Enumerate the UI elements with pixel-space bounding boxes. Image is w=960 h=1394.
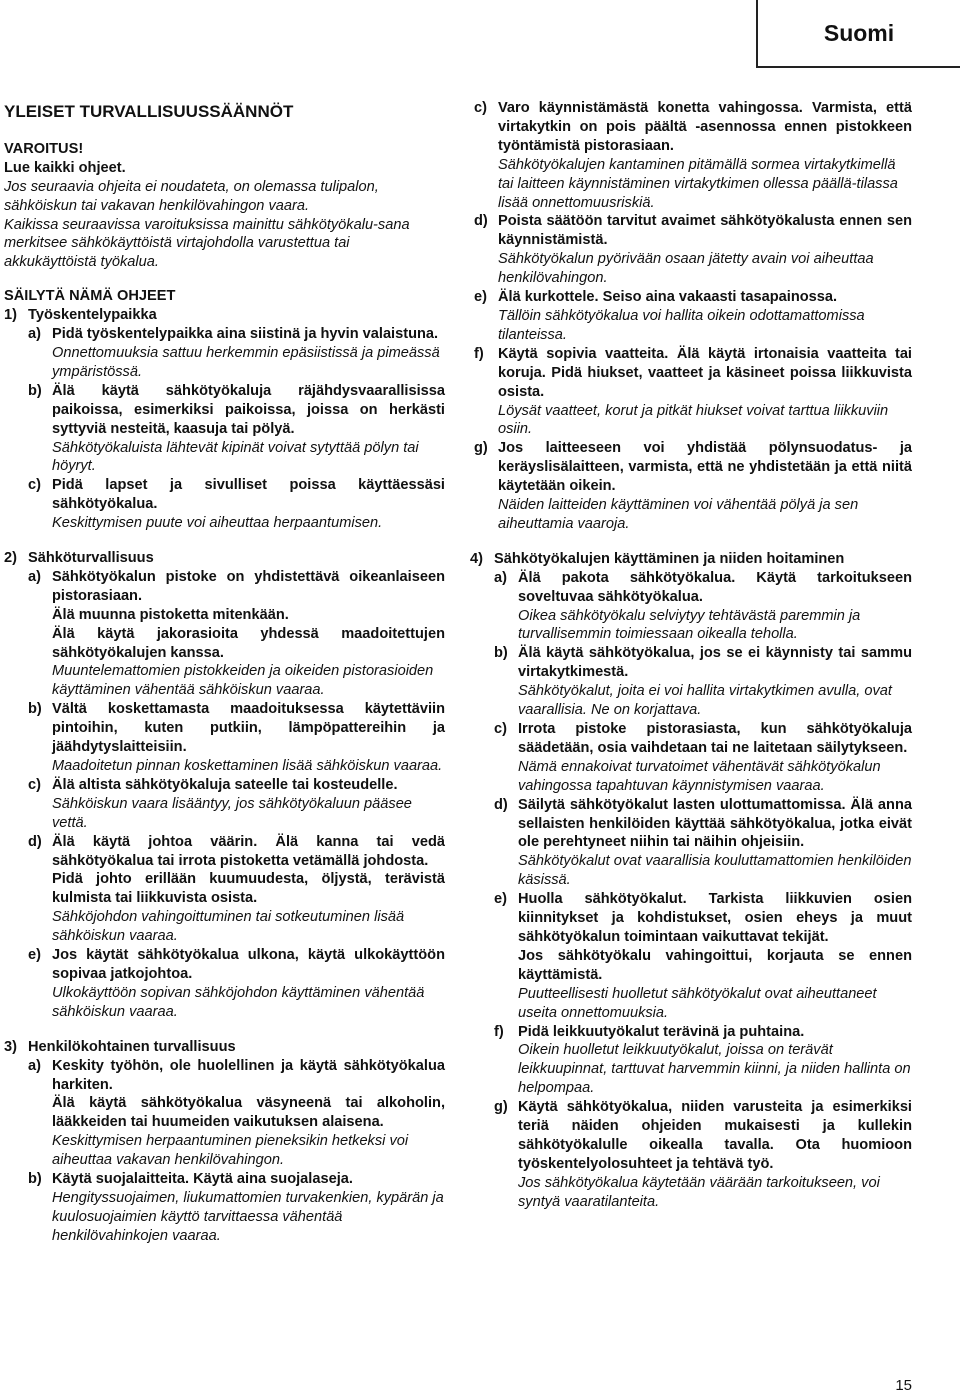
item-instruction: Irrota pistoke pistorasiasta, kun sähkötyökaluja säädetään, osia vaihdetaan tai ne laitetaan säilytykseen. bbox=[518, 721, 912, 756]
list-item bbox=[470, 288, 912, 345]
item-instruction: Käytä sopivia vaatteita. Älä käytä irtonaisia vaatteita tai koruja. Pidä hiukset, vaatteet ja käsineet poissa liikkuvista osista. bbox=[498, 345, 912, 400]
item-letter: b) bbox=[28, 1171, 42, 1188]
section-1-heading bbox=[4, 306, 445, 325]
item-explanation: Sähkötyökalut, joita ei voi hallita virtakytkimen avulla, ovat vaarallisia. Ne on korjattava. bbox=[518, 683, 892, 719]
warning-text-2: Kaikissa seuraavissa varoituksissa mainittu sähkötyökalu-sana merkitsee sähkökäyttöistä virtajohdolla varustettua tai akkukäyttöistä työkalua. bbox=[4, 216, 410, 271]
list-item bbox=[470, 1098, 912, 1211]
item-letter: a) bbox=[494, 569, 507, 586]
item-instruction: Älä altista sähkötyökaluja sateelle tai kosteudelle. bbox=[52, 776, 398, 793]
item-instruction: Vältä koskettamasta maadoituksessa käytettäviin pintoihin, kuten putkiin, lämpöpattereihin ja jäähdytyslaitteisiin. bbox=[52, 701, 445, 756]
warning-subheading: Lue kaikki ohjeet. bbox=[4, 159, 126, 176]
item-letter: a) bbox=[28, 568, 41, 585]
item-letter: g) bbox=[474, 440, 488, 457]
list-item bbox=[470, 345, 912, 440]
item-explanation: Onnettomuuksia sattuu herkemmin epäsiistissä ja pimeässä ympäristössä. bbox=[52, 344, 440, 380]
item-explanation: Muuntelemattomien pistokkeiden ja oikeiden pistorasioiden käyttäminen vähentää sähköiskun vaaraa. bbox=[52, 663, 434, 699]
item-letter: f) bbox=[494, 1023, 504, 1040]
section-2-heading bbox=[4, 549, 445, 568]
item-letter: d) bbox=[494, 796, 508, 813]
list-item bbox=[4, 1170, 445, 1246]
left-column bbox=[4, 103, 445, 1246]
item-instruction: Pidä lapset ja sivulliset poissa käyttäessäsi sähkötyökalua. bbox=[52, 477, 445, 513]
item-letter: e) bbox=[474, 289, 487, 306]
item-explanation: Maadoitetun pinnan koskettaminen lisää sähköiskun vaaraa. bbox=[52, 758, 443, 774]
section-4-heading bbox=[470, 550, 912, 569]
item-instruction: Käytä suojalaitteita. Käytä aina suojalaseja. bbox=[52, 1171, 353, 1188]
section-number: 1) bbox=[4, 307, 17, 324]
warning-text-1: Jos seuraavia ohjeita ei noudateta, on olemassa tulipalon, sähköiskun tai vakavan henkilövahingon vaara. bbox=[4, 178, 379, 214]
item-instruction: Älä käytä sähkötyökalua, jos se ei käynnisty tai sammu virtakytkimestä. bbox=[518, 645, 912, 681]
save-instructions-heading: SÄILYTÄ NÄMÄ OHJEET bbox=[4, 288, 176, 305]
item-letter: c) bbox=[28, 477, 41, 494]
list-item bbox=[4, 568, 445, 700]
item-instruction: Poista säätöön tarvitut avaimet sähkötyökalusta ennen sen käynnistämistä. bbox=[498, 213, 912, 249]
item-letter: e) bbox=[494, 891, 507, 908]
item-instruction: Älä käytä johtoa väärin. Älä kanna tai vedä sähkötyökalua tai irrota pistoketta vetämällä johdosta. bbox=[52, 833, 445, 869]
item-explanation: Nämä ennakoivat turvatoimet vähentävät sähkötyökalun vahingossa tapahtuvan käynnistymisen vaaraa. bbox=[518, 758, 881, 794]
item-explanation: Tällöin sähkötyökalua voi hallita oikein odottamattomissa tilanteissa. bbox=[498, 307, 865, 343]
list-item bbox=[4, 325, 445, 382]
right-column bbox=[470, 99, 912, 1212]
page-number: 15 bbox=[895, 1377, 912, 1394]
item-explanation: Sähkötyökalun pyörivään osaan jätetty avain voi aiheuttaa henkilövahingon. bbox=[498, 251, 874, 287]
section-number: 4) bbox=[470, 550, 483, 567]
item-explanation: Jos sähkötyökalua käytetään väärään tarkoitukseen, voi syntyä vaaratilanteita. bbox=[518, 1174, 880, 1210]
list-item bbox=[4, 476, 445, 533]
item-instruction: Huolla sähkötyökalut. Tarkista liikkuvien osien kiinnitykset ja kohdistukset, osien eheys ja muut sähkötyökalun toimintaan vaikuttavat tekijät. bbox=[518, 891, 912, 945]
item-explanation: Keskittymisen herpaantuminen pieneksikin hetkeksi voi aiheuttaa vakavan henkilövahingon. bbox=[52, 1133, 409, 1169]
item-instruction: Pidä työskentelypaikka aina siistinä ja hyvin valaistuna. bbox=[52, 326, 439, 343]
item-instruction: Jos sähkötyökalu vahingoittui, korjauta se ennen käyttämistä. bbox=[518, 947, 912, 983]
page-title: YLEISET TURVALLISUUSSÄÄNNÖT bbox=[4, 102, 294, 121]
item-instruction: Jos laitteeseen voi yhdistää pölynsuodatus- ja keräyslisälaitteen, varmista, että ne yhdistetään ja että niitä käytetään oikein. bbox=[498, 440, 912, 495]
item-explanation: Sähkötyökaluista lähtevät kipinät voivat sytyttää pölyn tai höyryt. bbox=[52, 439, 419, 475]
item-letter: d) bbox=[474, 213, 488, 230]
item-instruction: Pidä leikkuutyökalut terävinä ja puhtaina. bbox=[518, 1023, 805, 1040]
item-explanation: Oikein huolletut leikkuutyökalut, joissa on terävät leikkuupinnat, tarttuvat harvemmin kiinni, ja niiden hallinta on helpompaa. bbox=[518, 1042, 911, 1097]
section-title: Työskentelypaikka bbox=[28, 307, 157, 324]
item-instruction: Älä käytä sähkötyökalua väsyneenä tai alkoholin, lääkkeiden tai huumeiden vaikutuksen alaisena. bbox=[52, 1095, 445, 1131]
list-item bbox=[4, 776, 445, 833]
item-explanation: Ulkokäyttöön sopivan sähköjohdon käyttäminen vähentää sähköiskun vaaraa. bbox=[52, 984, 425, 1020]
list-item bbox=[470, 890, 912, 1022]
list-item bbox=[470, 212, 912, 288]
list-item bbox=[4, 700, 445, 776]
item-explanation: Näiden laitteiden käyttäminen voi vähentää pölyä ja sen aiheuttamia vaaroja. bbox=[498, 497, 859, 532]
item-instruction: Keskity työhön, ole huolellinen ja käytä sähkötyökalua harkiten. bbox=[52, 1057, 445, 1093]
item-explanation: Sähkötyökalujen kantaminen pitämällä sormea virtakytkimellä tai laitteen käynnistäminen virtakytkimen ollessa päällä-tilassa lisää onnettomuusriskiä. bbox=[498, 156, 898, 211]
item-instruction: Pidä johto erillään kuumuudesta, öljystä, terävistä kulmista tai liikkuvista osista. bbox=[52, 871, 445, 907]
item-instruction: Älä käytä jakorasioita yhdessä maadoitettujen sähkötyökalujen kanssa. bbox=[52, 625, 445, 661]
list-item bbox=[470, 796, 912, 891]
item-letter: a) bbox=[28, 1057, 41, 1074]
section-title: Henkilökohtainen turvallisuus bbox=[28, 1038, 236, 1055]
warning-heading: VAROITUS! bbox=[4, 140, 84, 157]
list-item bbox=[4, 946, 445, 1022]
item-letter: c) bbox=[474, 100, 487, 116]
section-number: 3) bbox=[4, 1038, 17, 1055]
item-instruction: Älä käytä sähkötyökaluja räjähdysvaarallisissa paikoissa, esimerkiksi paikoissa, joissa on herkästi syttyviä nesteitä, kaasuja tai pölyä. bbox=[52, 382, 445, 437]
list-item bbox=[470, 644, 912, 720]
item-letter: f) bbox=[474, 345, 484, 362]
item-explanation: Hengityssuojaimen, liukumattomien turvakenkien, kypärän ja kuulosuojaimien käyttö tarvittaessa vähentää henkilövahinkojen vaaraa. bbox=[52, 1189, 444, 1244]
item-letter: c) bbox=[494, 721, 507, 737]
list-item bbox=[470, 569, 912, 645]
section-3-heading bbox=[4, 1038, 445, 1057]
item-explanation: Sähköiskun vaara lisääntyy, jos sähkötyökaluun pääsee vettä. bbox=[52, 795, 412, 831]
item-explanation: Sähköjohdon vahingoittuminen tai sotkeutuminen lisää sähköiskun vaaraa. bbox=[52, 909, 405, 945]
list-item bbox=[4, 1057, 445, 1170]
item-letter: a) bbox=[28, 326, 41, 343]
item-instruction: Jos käytät sähkötyökalua ulkona, käytä ulkokäyttöön sopivaa jatkojohtoa. bbox=[52, 947, 445, 982]
section-title: Sähköturvallisuus bbox=[28, 550, 154, 567]
list-item bbox=[4, 382, 445, 477]
item-instruction: Käytä sähkötyökalua, niiden varusteita ja esimerkiksi teriä näiden ohjeiden mukaisesti ja kullekin sähkötyökalulle oikealla tavalla. Ota huomioon työskentelyolosuhteet ja tehtävä työ. bbox=[518, 1099, 912, 1172]
list-item bbox=[470, 720, 912, 796]
item-instruction: Älä pakota sähkötyökalua. Käytä tarkoitukseen soveltuvaa sähkötyökalua. bbox=[518, 569, 912, 605]
list-item bbox=[470, 99, 912, 212]
item-letter: c) bbox=[28, 776, 41, 793]
section-number: 2) bbox=[4, 550, 17, 567]
item-explanation: Oikea sähkötyökalu selviytyy tehtävästä paremmin ja turvallisemmin toimiessaan oikealla teholla. bbox=[518, 607, 861, 643]
item-letter: b) bbox=[28, 382, 42, 399]
item-instruction: Älä muunna pistoketta mitenkään. bbox=[52, 606, 289, 623]
item-letter: d) bbox=[28, 833, 42, 850]
list-item bbox=[4, 833, 445, 946]
item-letter: e) bbox=[28, 947, 41, 964]
item-instruction: Älä kurkottele. Seiso aina vakaasti tasapainossa. bbox=[498, 289, 838, 306]
item-letter: g) bbox=[494, 1099, 508, 1116]
item-explanation: Puutteellisesti huolletut sähkötyökalut ovat aiheuttaneet useita onnettomuuksia. bbox=[518, 985, 877, 1021]
list-item bbox=[470, 1023, 912, 1099]
item-instruction: Varo käynnistämästä konetta vahingossa. Varmista, että virtakytkin on pois päältä -asennossa ennen pistokkeen työntämistä pistorasiaan. bbox=[498, 100, 912, 154]
item-explanation: Keskittymisen puute voi aiheuttaa herpaantumisen. bbox=[52, 515, 383, 532]
list-item bbox=[470, 439, 912, 534]
item-letter: b) bbox=[494, 645, 508, 662]
language-tab: Suomi bbox=[756, 0, 960, 68]
item-instruction: Sähkötyökalun pistoke on yhdistettävä oikeanlaiseen pistorasiaan. bbox=[52, 568, 445, 604]
item-letter: b) bbox=[28, 701, 42, 718]
item-instruction: Säilytä sähkötyökalut lasten ulottumattomissa. Älä anna sellaisten henkilöiden käyttää sähkötyökalua, jotka eivät ole perehtyneet niihin tai näihin ohjeisiin. bbox=[518, 796, 912, 851]
item-explanation: Löysät vaatteet, korut ja pitkät hiukset voivat tarttua liikkuviin osiin. bbox=[498, 402, 889, 438]
item-explanation: Sähkötyökalut ovat vaarallisia kouluttamattomien henkilöiden käsissä. bbox=[518, 853, 912, 889]
section-title: Sähkötyökalujen käyttäminen ja niiden hoitaminen bbox=[494, 550, 845, 567]
